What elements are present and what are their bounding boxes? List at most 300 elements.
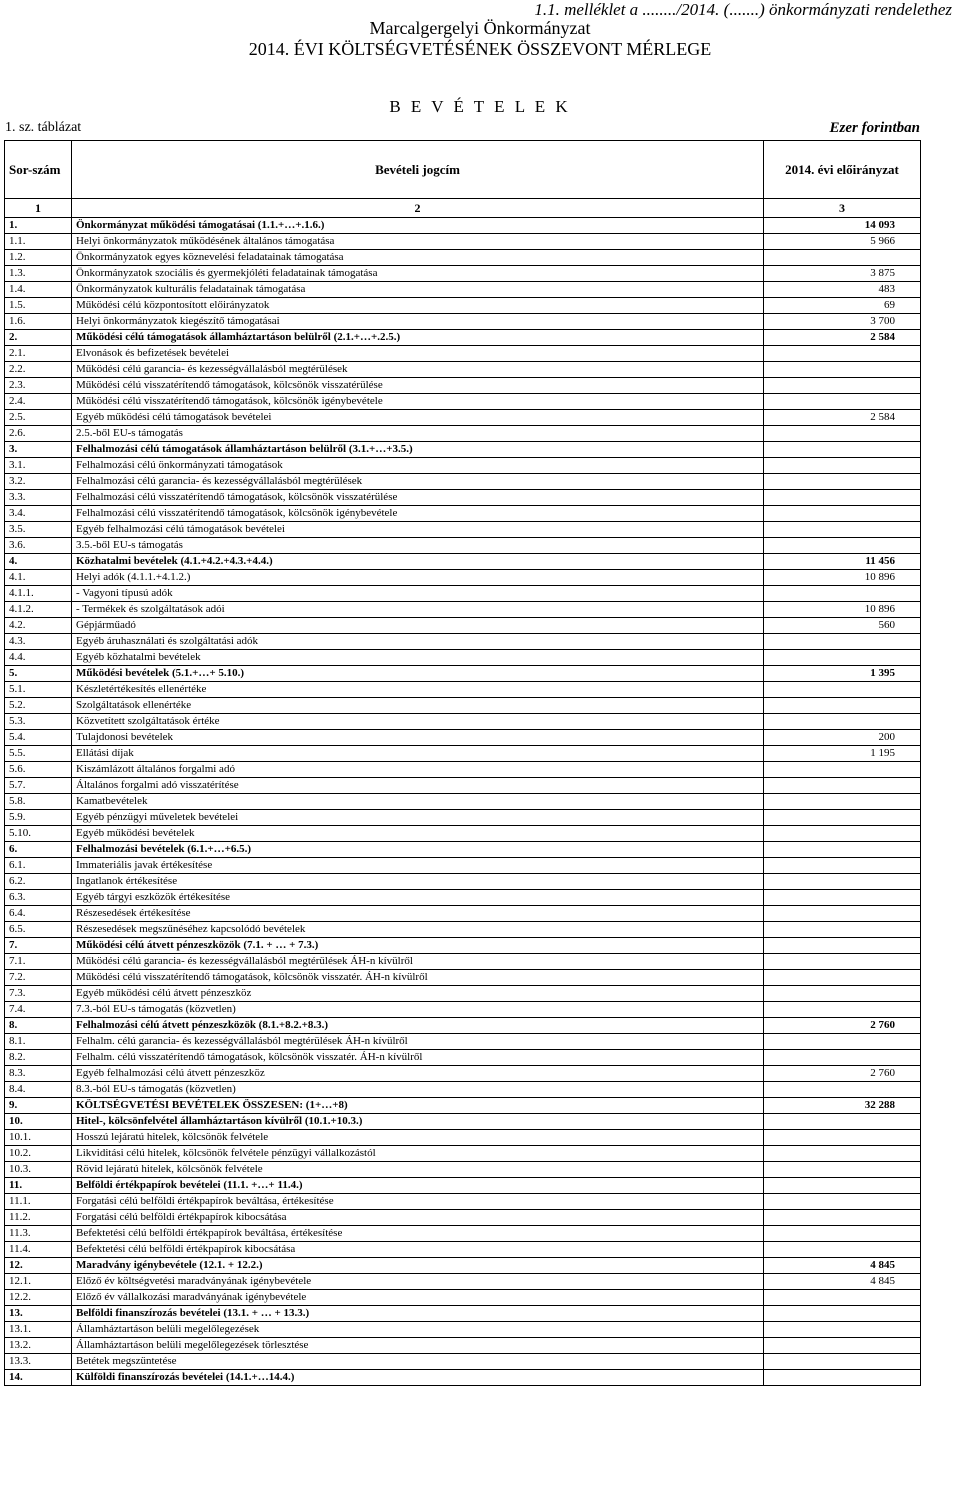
row-value: 4 845 bbox=[764, 1274, 921, 1290]
row-number: 4.3. bbox=[5, 634, 72, 650]
row-number: 2.5. bbox=[5, 410, 72, 426]
row-number: 1.5. bbox=[5, 298, 72, 314]
row-label: Forgatási célú belföldi értékpapírok beváltása, értékesítése bbox=[72, 1194, 764, 1210]
row-label: 2.5.-ből EU-s támogatás bbox=[72, 426, 764, 442]
row-value bbox=[764, 378, 921, 394]
row-number: 4. bbox=[5, 554, 72, 570]
row-label: Önkormányzatok egyes köznevelési feladatainak támogatása bbox=[72, 250, 764, 266]
row-number: 1.1. bbox=[5, 234, 72, 250]
table-row bbox=[5, 858, 921, 874]
row-number: 2. bbox=[5, 330, 72, 346]
table-number: 1. sz. táblázat bbox=[5, 120, 82, 135]
table-row-main bbox=[5, 330, 921, 346]
row-number: 7.3. bbox=[5, 986, 72, 1002]
row-number: 13. bbox=[5, 1306, 72, 1322]
row-number: 6.1. bbox=[5, 858, 72, 874]
row-value bbox=[764, 1178, 921, 1194]
row-label: Felhalmozási célú átvett pénzeszközök (8.1.+8.2.+8.3.) bbox=[72, 1018, 764, 1034]
row-value bbox=[764, 1130, 921, 1146]
row-number: 3.3. bbox=[5, 490, 72, 506]
table-row bbox=[5, 906, 921, 922]
table-row bbox=[5, 682, 921, 698]
row-label: Működési célú garancia- és kezességvállalásból megtérülések bbox=[72, 362, 764, 378]
table-row bbox=[5, 922, 921, 938]
row-value: 560 bbox=[764, 618, 921, 634]
table-row bbox=[5, 1322, 921, 1338]
annex-reference: 1.1. melléklet a ......../2014. (.......) önkormányzati rendelethez bbox=[534, 0, 952, 19]
table-row bbox=[5, 890, 921, 906]
row-label: Működési célú átvett pénzeszközök (7.1. + … + 7.3.) bbox=[72, 938, 764, 954]
table-row bbox=[5, 1066, 921, 1082]
row-number: 2.1. bbox=[5, 346, 72, 362]
row-label: Egyéb felhalmozási célú támogatások bevételei bbox=[72, 522, 764, 538]
organization-name: Marcalgergelyi Önkormányzat bbox=[369, 18, 591, 38]
column-number-1: 1 bbox=[5, 199, 72, 218]
row-value bbox=[764, 714, 921, 730]
row-label: Felhalmozási célú támogatások államháztartáson belülről (3.1.+…+3.5.) bbox=[72, 442, 764, 458]
row-value bbox=[764, 1050, 921, 1066]
row-number: 5.1. bbox=[5, 682, 72, 698]
row-number: 1. bbox=[5, 218, 72, 234]
row-label: - Vagyoni típusú adók bbox=[72, 586, 764, 602]
table-row bbox=[5, 602, 921, 618]
row-number: 5.10. bbox=[5, 826, 72, 842]
row-number: 3. bbox=[5, 442, 72, 458]
row-value bbox=[764, 762, 921, 778]
row-label: Működési célú garancia- és kezességvállalásból megtérülések ÁH-n kívülről bbox=[72, 954, 764, 970]
row-label: Forgatási célú belföldi értékpapírok kibocsátása bbox=[72, 1210, 764, 1226]
row-label: Államháztartáson belüli megelőlegezések bbox=[72, 1322, 764, 1338]
row-label: Betétek megszüntetése bbox=[72, 1354, 764, 1370]
table-row bbox=[5, 618, 921, 634]
table-row bbox=[5, 266, 921, 282]
row-label: Felhalmozási célú önkormányzati támogatások bbox=[72, 458, 764, 474]
row-number: 7. bbox=[5, 938, 72, 954]
row-number: 6. bbox=[5, 842, 72, 858]
row-label: Maradvány igénybevétele (12.1. + 12.2.) bbox=[72, 1258, 764, 1274]
row-number: 3.1. bbox=[5, 458, 72, 474]
row-value bbox=[764, 1002, 921, 1018]
row-value bbox=[764, 698, 921, 714]
row-label: Önkormányzatok szociális és gyermekjóléti feladatainak támogatása bbox=[72, 266, 764, 282]
row-value bbox=[764, 1146, 921, 1162]
section-title: B E V É T E L E K bbox=[389, 97, 571, 116]
table-row bbox=[5, 762, 921, 778]
table-row-main bbox=[5, 1370, 921, 1386]
row-label: Tulajdonosi bevételek bbox=[72, 730, 764, 746]
row-label: Hitel-, kölcsönfelvétel államháztartáson kívülről (10.1.+10.3.) bbox=[72, 1114, 764, 1130]
table-row bbox=[5, 250, 921, 266]
table-row bbox=[5, 1034, 921, 1050]
row-number: 8.1. bbox=[5, 1034, 72, 1050]
table-row bbox=[5, 1274, 921, 1290]
row-label: Működési célú visszatérítendő támogatások, kölcsönök visszatér. ÁH-n kívülről bbox=[72, 970, 764, 986]
row-number: 7.2. bbox=[5, 970, 72, 986]
row-number: 4.4. bbox=[5, 650, 72, 666]
table-row bbox=[5, 362, 921, 378]
row-number: 5.5. bbox=[5, 746, 72, 762]
row-value bbox=[764, 826, 921, 842]
row-value: 3 700 bbox=[764, 314, 921, 330]
row-value bbox=[764, 906, 921, 922]
row-label: Egyéb működési célú átvett pénzeszköz bbox=[72, 986, 764, 1002]
table-row bbox=[5, 1226, 921, 1242]
row-value bbox=[764, 1226, 921, 1242]
row-value bbox=[764, 1082, 921, 1098]
table-row-main bbox=[5, 842, 921, 858]
table-row bbox=[5, 1338, 921, 1354]
table-row bbox=[5, 826, 921, 842]
table-row bbox=[5, 490, 921, 506]
row-number: 10. bbox=[5, 1114, 72, 1130]
row-number: 8.4. bbox=[5, 1082, 72, 1098]
table-row-main bbox=[5, 1178, 921, 1194]
row-value bbox=[764, 394, 921, 410]
row-value bbox=[764, 538, 921, 554]
row-value bbox=[764, 426, 921, 442]
row-value bbox=[764, 650, 921, 666]
row-label: Önkormányzatok kulturális feladatainak támogatása bbox=[72, 282, 764, 298]
table-row bbox=[5, 1242, 921, 1258]
revenue-table bbox=[4, 140, 921, 1386]
row-label: - Termékek és szolgáltatások adói bbox=[72, 602, 764, 618]
row-number: 6.2. bbox=[5, 874, 72, 890]
table-row bbox=[5, 522, 921, 538]
row-number: 1.4. bbox=[5, 282, 72, 298]
table-row bbox=[5, 634, 921, 650]
row-label: Felhalmozási célú visszatérítendő támogatások, kölcsönök visszatérülése bbox=[72, 490, 764, 506]
table-row-main bbox=[5, 218, 921, 234]
row-value bbox=[764, 522, 921, 538]
row-value bbox=[764, 938, 921, 954]
row-value: 200 bbox=[764, 730, 921, 746]
table-row bbox=[5, 730, 921, 746]
row-number: 1.6. bbox=[5, 314, 72, 330]
row-value bbox=[764, 682, 921, 698]
table-row bbox=[5, 986, 921, 1002]
row-label: Egyéb áruhasználati és szolgáltatási adók bbox=[72, 634, 764, 650]
table-row bbox=[5, 298, 921, 314]
row-number: 3.5. bbox=[5, 522, 72, 538]
row-label: Működési célú visszatérítendő támogatások, kölcsönök visszatérülése bbox=[72, 378, 764, 394]
row-value: 2 760 bbox=[764, 1018, 921, 1034]
row-number: 14. bbox=[5, 1370, 72, 1386]
row-label: Gépjárműadó bbox=[72, 618, 764, 634]
column-number-2: 2 bbox=[72, 199, 764, 218]
row-number: 13.1. bbox=[5, 1322, 72, 1338]
row-number: 7.1. bbox=[5, 954, 72, 970]
table-row bbox=[5, 586, 921, 602]
table-row bbox=[5, 570, 921, 586]
table-row bbox=[5, 1002, 921, 1018]
document-title: 2014. ÉVI KÖLTSÉGVETÉSÉNEK ÖSSZEVONT MÉRLEGE bbox=[248, 39, 712, 59]
row-number: 7.4. bbox=[5, 1002, 72, 1018]
row-label: Egyéb működési célú támogatások bevételei bbox=[72, 410, 764, 426]
row-number: 1.3. bbox=[5, 266, 72, 282]
row-number: 3.2. bbox=[5, 474, 72, 490]
column-number-row bbox=[5, 199, 921, 218]
row-label: Működési bevételek (5.1.+…+ 5.10.) bbox=[72, 666, 764, 682]
row-value bbox=[764, 842, 921, 858]
row-label: Kamatbevételek bbox=[72, 794, 764, 810]
row-value bbox=[764, 442, 921, 458]
row-number: 13.3. bbox=[5, 1354, 72, 1370]
row-number: 11.4. bbox=[5, 1242, 72, 1258]
row-label: Működési célú visszatérítendő támogatások, kölcsönök igénybevétele bbox=[72, 394, 764, 410]
row-number: 6.3. bbox=[5, 890, 72, 906]
row-label: Felhalm. célú visszatérítendő támogatások, kölcsönök visszatér. ÁH-n kívülről bbox=[72, 1050, 764, 1066]
row-value: 483 bbox=[764, 282, 921, 298]
column-header-row bbox=[5, 141, 921, 199]
table-row-main bbox=[5, 666, 921, 682]
row-value bbox=[764, 1338, 921, 1354]
row-label: Egyéb tárgyi eszközök értékesítése bbox=[72, 890, 764, 906]
row-value: 32 288 bbox=[764, 1098, 921, 1114]
row-value bbox=[764, 1162, 921, 1178]
row-label: Helyi önkormányzatok működésének általános támogatása bbox=[72, 234, 764, 250]
row-label: Helyi önkormányzatok kiegészítő támogatásai bbox=[72, 314, 764, 330]
row-value bbox=[764, 1114, 921, 1130]
table-row bbox=[5, 426, 921, 442]
table-row bbox=[5, 778, 921, 794]
row-number: 9. bbox=[5, 1098, 72, 1114]
table-row bbox=[5, 506, 921, 522]
table-row bbox=[5, 378, 921, 394]
row-value bbox=[764, 490, 921, 506]
row-label: Felhalmozási bevételek (6.1.+…+6.5.) bbox=[72, 842, 764, 858]
row-number: 2.3. bbox=[5, 378, 72, 394]
row-number: 10.2. bbox=[5, 1146, 72, 1162]
row-label: Külföldi finanszírozás bevételei (14.1.+…14.4.) bbox=[72, 1370, 764, 1386]
row-label: Belföldi értékpapírok bevételei (11.1. +…+ 11.4.) bbox=[72, 1178, 764, 1194]
row-number: 2.2. bbox=[5, 362, 72, 378]
row-label: Egyéb működési bevételek bbox=[72, 826, 764, 842]
row-value: 5 966 bbox=[764, 234, 921, 250]
row-value bbox=[764, 458, 921, 474]
table-row bbox=[5, 650, 921, 666]
table-row bbox=[5, 970, 921, 986]
row-label: Működési célú központosított előirányzatok bbox=[72, 298, 764, 314]
row-value bbox=[764, 1034, 921, 1050]
row-label: Önkormányzat működési támogatásai (1.1.+…+.1.6.) bbox=[72, 218, 764, 234]
table-row bbox=[5, 234, 921, 250]
table-row bbox=[5, 1082, 921, 1098]
row-number: 4.1.1. bbox=[5, 586, 72, 602]
row-number: 3.6. bbox=[5, 538, 72, 554]
row-value bbox=[764, 874, 921, 890]
row-value: 69 bbox=[764, 298, 921, 314]
row-label: Részesedések értékesítése bbox=[72, 906, 764, 922]
row-number: 5.3. bbox=[5, 714, 72, 730]
table-row-main bbox=[5, 1258, 921, 1274]
table-row bbox=[5, 1146, 921, 1162]
table-row-main bbox=[5, 1114, 921, 1130]
row-number: 13.2. bbox=[5, 1338, 72, 1354]
row-number: 5.2. bbox=[5, 698, 72, 714]
row-number: 2.4. bbox=[5, 394, 72, 410]
row-value bbox=[764, 586, 921, 602]
table-row bbox=[5, 282, 921, 298]
row-value bbox=[764, 1194, 921, 1210]
row-number: 11. bbox=[5, 1178, 72, 1194]
table-row bbox=[5, 394, 921, 410]
row-label: Belföldi finanszírozás bevételei (13.1. + … + 13.3.) bbox=[72, 1306, 764, 1322]
row-number: 5.4. bbox=[5, 730, 72, 746]
row-value: 2 584 bbox=[764, 330, 921, 346]
row-label: Szolgáltatások ellenértéke bbox=[72, 698, 764, 714]
row-number: 5.6. bbox=[5, 762, 72, 778]
row-label: Egyéb közhatalmi bevételek bbox=[72, 650, 764, 666]
row-value bbox=[764, 506, 921, 522]
row-number: 11.3. bbox=[5, 1226, 72, 1242]
row-label: Ellátási díjak bbox=[72, 746, 764, 762]
row-label: Ingatlanok értékesítése bbox=[72, 874, 764, 890]
table-row bbox=[5, 346, 921, 362]
row-number: 11.1. bbox=[5, 1194, 72, 1210]
row-value bbox=[764, 890, 921, 906]
row-label: Államháztartáson belüli megelőlegezések törlesztése bbox=[72, 1338, 764, 1354]
table-row bbox=[5, 954, 921, 970]
row-value: 10 896 bbox=[764, 570, 921, 586]
table-row bbox=[5, 874, 921, 890]
row-number: 8.3. bbox=[5, 1066, 72, 1082]
table-row bbox=[5, 474, 921, 490]
row-value bbox=[764, 778, 921, 794]
table-row bbox=[5, 698, 921, 714]
row-value bbox=[764, 1210, 921, 1226]
table-row bbox=[5, 1130, 921, 1146]
row-label: Előző év vállalkozási maradványának igénybevétele bbox=[72, 1290, 764, 1306]
row-value: 3 875 bbox=[764, 266, 921, 282]
row-value bbox=[764, 1306, 921, 1322]
row-number: 2.6. bbox=[5, 426, 72, 442]
row-value bbox=[764, 810, 921, 826]
row-value: 1 395 bbox=[764, 666, 921, 682]
row-label: Immateriális javak értékesítése bbox=[72, 858, 764, 874]
row-number: 12.2. bbox=[5, 1290, 72, 1306]
row-label: Befektetési célú belföldi értékpapírok beváltása, értékesítése bbox=[72, 1226, 764, 1242]
row-value bbox=[764, 1370, 921, 1386]
table-row bbox=[5, 314, 921, 330]
column-header-value: 2014. évi előirányzat bbox=[764, 141, 921, 199]
row-value bbox=[764, 858, 921, 874]
table-row bbox=[5, 1290, 921, 1306]
row-number: 5.7. bbox=[5, 778, 72, 794]
row-number: 4.1. bbox=[5, 570, 72, 586]
table-row-main bbox=[5, 938, 921, 954]
row-value bbox=[764, 954, 921, 970]
row-number: 4.1.2. bbox=[5, 602, 72, 618]
row-value bbox=[764, 1322, 921, 1338]
column-header-num: Sor-szám bbox=[5, 141, 72, 199]
row-value: 4 845 bbox=[764, 1258, 921, 1274]
revenue-table-body bbox=[5, 141, 921, 1386]
table-row-main bbox=[5, 1018, 921, 1034]
row-label: Egyéb pénzügyi műveletek bevételei bbox=[72, 810, 764, 826]
table-row bbox=[5, 794, 921, 810]
table-row-main bbox=[5, 554, 921, 570]
row-label: Felhalm. célú garancia- és kezességvállalásból megtérülések ÁH-n kívülről bbox=[72, 1034, 764, 1050]
row-label: Egyéb felhalmozási célú átvett pénzeszköz bbox=[72, 1066, 764, 1082]
row-value: 11 456 bbox=[764, 554, 921, 570]
row-value: 2 584 bbox=[764, 410, 921, 426]
row-number: 5.8. bbox=[5, 794, 72, 810]
row-number: 6.5. bbox=[5, 922, 72, 938]
row-label: Működési célú támogatások államháztartáson belülről (2.1.+…+.2.5.) bbox=[72, 330, 764, 346]
row-value: 1 195 bbox=[764, 746, 921, 762]
row-label: Előző év költségvetési maradványának igénybevétele bbox=[72, 1274, 764, 1290]
row-number: 5.9. bbox=[5, 810, 72, 826]
table-row bbox=[5, 410, 921, 426]
row-value bbox=[764, 362, 921, 378]
row-label: 3.5.-ből EU-s támogatás bbox=[72, 538, 764, 554]
row-number: 1.2. bbox=[5, 250, 72, 266]
row-number: 3.4. bbox=[5, 506, 72, 522]
row-value bbox=[764, 474, 921, 490]
row-label: Részesedések megszűnéséhez kapcsolódó bevételek bbox=[72, 922, 764, 938]
row-label: Elvonások és befizetések bevételei bbox=[72, 346, 764, 362]
row-label: 8.3.-ból EU-s támogatás (közvetlen) bbox=[72, 1082, 764, 1098]
row-label: Hosszú lejáratú hitelek, kölcsönök felvétele bbox=[72, 1130, 764, 1146]
table-row bbox=[5, 714, 921, 730]
table-row bbox=[5, 1210, 921, 1226]
table-row bbox=[5, 1194, 921, 1210]
table-row-main bbox=[5, 1306, 921, 1322]
table-row bbox=[5, 1050, 921, 1066]
row-number: 5. bbox=[5, 666, 72, 682]
row-label: KÖLTSÉGVETÉSI BEVÉTELEK ÖSSZESEN: (1+…+8) bbox=[72, 1098, 764, 1114]
row-label: Általános forgalmi adó visszatérítése bbox=[72, 778, 764, 794]
table-row bbox=[5, 458, 921, 474]
row-label: Felhalmozási célú garancia- és kezességvállalásból megtérülések bbox=[72, 474, 764, 490]
currency-unit: Ezer forintban bbox=[829, 120, 920, 136]
row-label: Közhatalmi bevételek (4.1.+4.2.+4.3.+4.4.) bbox=[72, 554, 764, 570]
table-row bbox=[5, 538, 921, 554]
row-value bbox=[764, 346, 921, 362]
column-number-3: 3 bbox=[764, 199, 921, 218]
row-number: 10.1. bbox=[5, 1130, 72, 1146]
table-row bbox=[5, 810, 921, 826]
table-row bbox=[5, 1162, 921, 1178]
row-value bbox=[764, 922, 921, 938]
row-number: 12.1. bbox=[5, 1274, 72, 1290]
row-number: 10.3. bbox=[5, 1162, 72, 1178]
row-label: Közvetített szolgáltatások értéke bbox=[72, 714, 764, 730]
row-label: Rövid lejáratú hitelek, kölcsönök felvétele bbox=[72, 1162, 764, 1178]
row-value bbox=[764, 986, 921, 1002]
row-label: Helyi adók (4.1.1.+4.1.2.) bbox=[72, 570, 764, 586]
row-value: 2 760 bbox=[764, 1066, 921, 1082]
row-label: Felhalmozási célú visszatérítendő támogatások, kölcsönök igénybevétele bbox=[72, 506, 764, 522]
row-number: 4.2. bbox=[5, 618, 72, 634]
row-number: 8.2. bbox=[5, 1050, 72, 1066]
table-row bbox=[5, 746, 921, 762]
row-value bbox=[764, 250, 921, 266]
row-label: Likviditási célú hitelek, kölcsönök felvétele pénzügyi vállalkozástól bbox=[72, 1146, 764, 1162]
row-label: Befektetési célú belföldi értékpapírok kibocsátása bbox=[72, 1242, 764, 1258]
row-value bbox=[764, 970, 921, 986]
row-number: 11.2. bbox=[5, 1210, 72, 1226]
row-value: 14 093 bbox=[764, 218, 921, 234]
table-row-main bbox=[5, 442, 921, 458]
table-row bbox=[5, 1354, 921, 1370]
row-label: 7.3.-ból EU-s támogatás (közvetlen) bbox=[72, 1002, 764, 1018]
row-value bbox=[764, 1290, 921, 1306]
row-value bbox=[764, 1354, 921, 1370]
row-value bbox=[764, 634, 921, 650]
row-number: 8. bbox=[5, 1018, 72, 1034]
row-label: Kiszámlázott általános forgalmi adó bbox=[72, 762, 764, 778]
